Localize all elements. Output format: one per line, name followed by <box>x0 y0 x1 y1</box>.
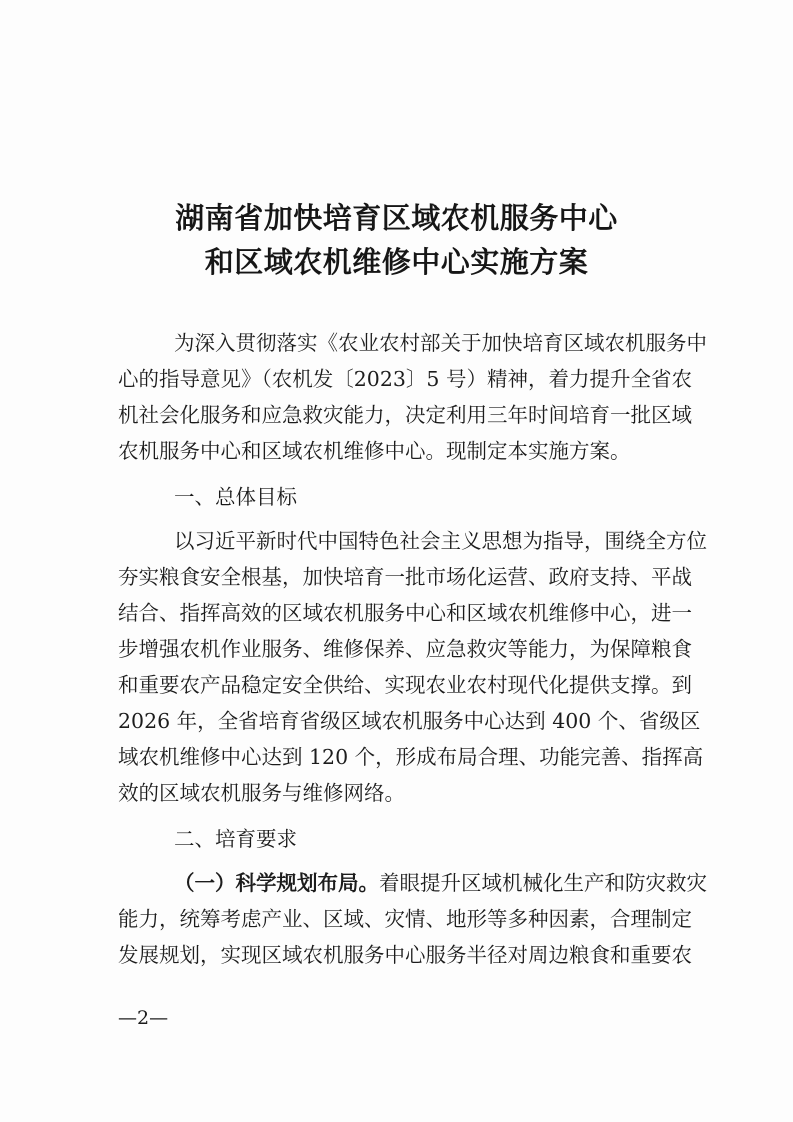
section1-line-7: 域农机维修中心达到 120 个，形成布局合理、功能完善、指挥高 <box>118 745 704 769</box>
section1-line-1: 以习近平新时代中国特色社会主义思想为指导，围绕全方位 <box>174 529 707 553</box>
intro-line-3: 机社会化服务和应急救灾能力，决定利用三年时间培育一批区域 <box>118 403 692 427</box>
intro-line-4: 农机服务中心和区域农机维修中心。现制定本实施方案。 <box>118 439 631 463</box>
section1-line-8: 效的区域农机服务与维修网络。 <box>118 781 405 805</box>
section1-line-4: 步增强农机作业服务、维修保养、应急救灾等能力，为保障粮食 <box>118 637 692 661</box>
page-number: —2— <box>118 1007 169 1029</box>
subsection1-line-2: 能力，统筹考虑产业、区域、灾情、地形等多种因素，合理制定 <box>118 907 692 931</box>
section1-line-6: 2026 年，全省培育省级区域农机服务中心达到 400 个、省级区 <box>118 709 701 733</box>
document-title-line-1: 湖南省加快培育区域农机服务中心 <box>175 201 618 235</box>
subsection1-title: （一）科学规划布局。 <box>174 871 379 895</box>
section1-line-3: 结合、指挥高效的区域农机服务中心和区域农机维修中心，进一 <box>118 601 692 625</box>
intro-line-1: 为深入贯彻落实《农业农村部关于加快培育区域农机服务中 <box>174 331 707 355</box>
subsection1-line-1 <box>174 870 707 896</box>
subsection1-line-3: 发展规划，实现区域农机服务中心服务半径对周边粮食和重要农 <box>118 943 692 967</box>
section1-line-2: 夯实粮食安全根基，加快培育一批市场化运营、政府支持、平战 <box>118 565 692 589</box>
section-heading-cultivation-requirements: 二、培育要求 <box>174 827 297 851</box>
intro-line-2: 心的指导意见》（农机发〔2023〕5 号）精神，着力提升全省农 <box>118 367 692 391</box>
subsection1-first-text: 着眼提升区域机械化生产和防灾救灾 <box>379 871 707 895</box>
section1-line-5: 和重要农产品稳定安全供给、实现农业农村现代化提供支撑。到 <box>118 673 692 697</box>
section-heading-overall-goal: 一、总体目标 <box>174 485 297 509</box>
document-title-line-2: 和区域农机维修中心实施方案 <box>204 245 589 279</box>
